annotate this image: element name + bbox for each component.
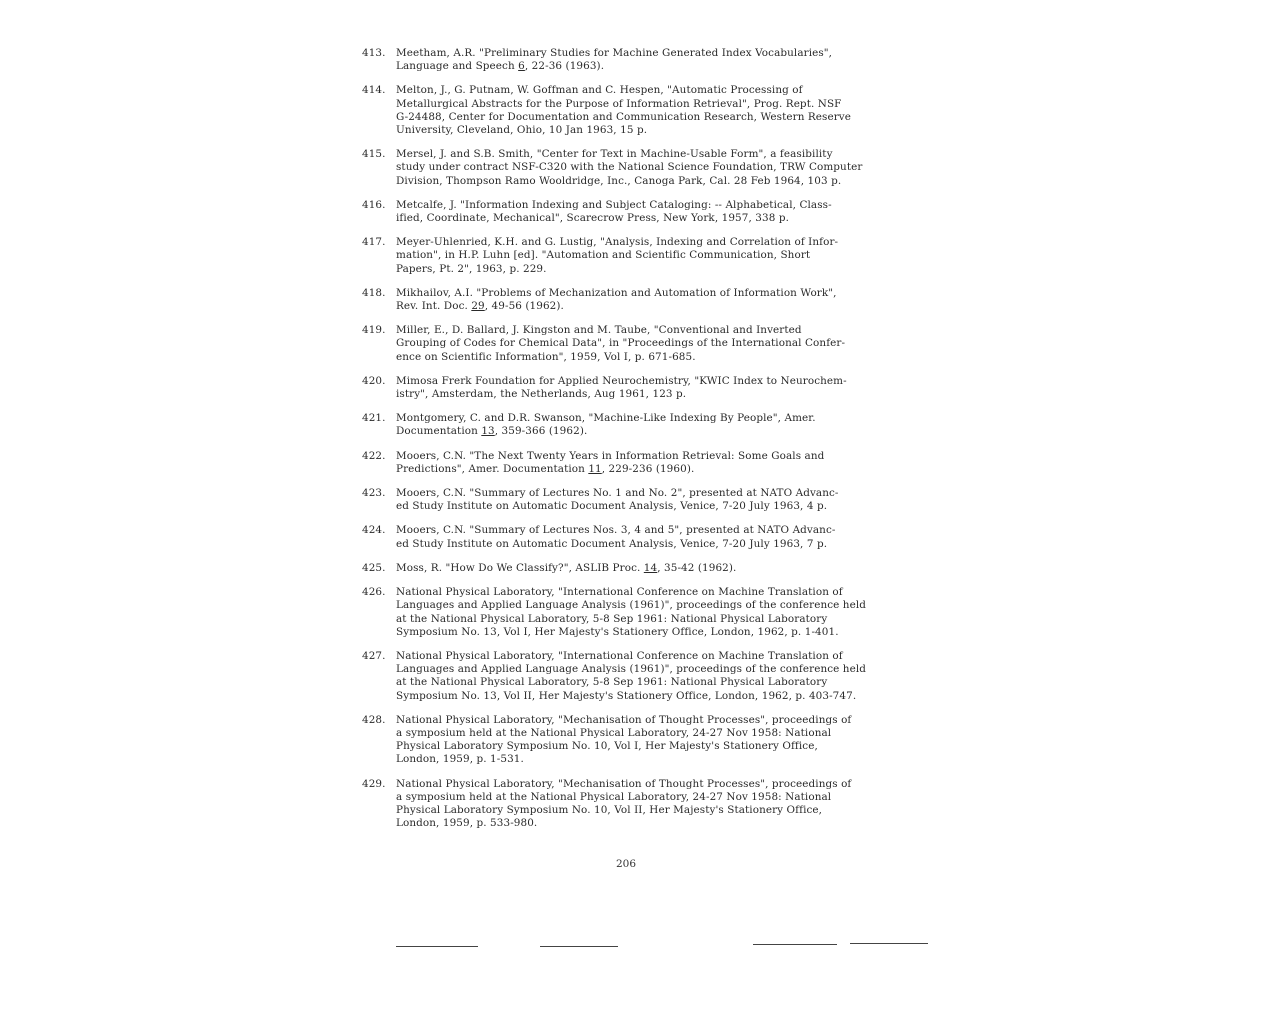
volume-number: 6 bbox=[518, 60, 525, 73]
reference-text-line: Mooers, C.N. "Summary of Lectures Nos. 3, 4 and 5", presented at NATO Advanc- bbox=[396, 524, 836, 537]
reference-entry bbox=[358, 586, 888, 639]
reference-text-line: Meyer-Uhlenried, K.H. and G. Lustig, "Analysis, Indexing and Correlation of Infor- bbox=[396, 236, 839, 249]
reference-number: 417. bbox=[362, 236, 386, 249]
reference-text-line: Mimosa Frerk Foundation for Applied Neurochemistry, "KWIC Index to Neurochem- bbox=[396, 374, 847, 387]
reference-text-line: Languages and Applied Language Analysis (1961)", proceedings of the conference held bbox=[396, 599, 867, 612]
reference-text-line: mation", in H.P. Luhn [ed]. "Automation and Scientific Communication, Short bbox=[396, 249, 811, 262]
reference-text-line: Metcalfe, J. "Information Indexing and Subject Cataloging: -- Alphabetical, Class- bbox=[396, 198, 832, 211]
reference-text-line: Documentation 13, 359-366 (1962). bbox=[396, 425, 588, 438]
reference-text-line: ed Study Institute on Automatic Document Analysis, Venice, 7-20 July 1963, 4 p. bbox=[396, 500, 828, 513]
reference-text-line: National Physical Laboratory, "International Conference on Machine Translation of bbox=[396, 649, 843, 662]
reference-number: 422. bbox=[362, 449, 386, 462]
volume-number: 29 bbox=[471, 300, 485, 313]
reference-text-line: istry", Amsterdam, the Netherlands, Aug 1961, 123 p. bbox=[396, 388, 687, 401]
reference-text-line: Languages and Applied Language Analysis (1961)", proceedings of the conference held bbox=[396, 663, 867, 676]
reference-text-line: Symposium No. 13, Vol II, Her Majesty's Stationery Office, London, 1962, p. 403-747. bbox=[396, 689, 857, 702]
reference-number: 427. bbox=[362, 649, 386, 662]
reference-text-line: Symposium No. 13, Vol I, Her Majesty's Stationery Office, London, 1962, p. 1-401. bbox=[396, 625, 839, 638]
reference-entry bbox=[358, 412, 888, 438]
reference-text-line: a symposium held at the National Physical Laboratory, 24-27 Nov 1958: National bbox=[396, 790, 832, 803]
reference-number: 428. bbox=[362, 713, 386, 726]
footer-rule bbox=[850, 943, 928, 944]
reference-text-line: ence on Scientific Information", 1959, Vol I, p. 671-685. bbox=[396, 350, 696, 363]
reference-entry bbox=[358, 287, 888, 313]
reference-entry bbox=[358, 324, 888, 364]
reference-text-line: National Physical Laboratory, "Mechanisation of Thought Processes", proceedings of bbox=[396, 713, 852, 726]
reference-text-line: Melton, J., G. Putnam, W. Goffman and C. Hespen, "Automatic Processing of bbox=[396, 84, 803, 97]
reference-entry bbox=[358, 148, 888, 188]
reference-text-line: Montgomery, C. and D.R. Swanson, "Machine-Like Indexing By People", Amer. bbox=[396, 412, 816, 425]
volume-number: 11 bbox=[588, 462, 602, 475]
reference-text-line: a symposium held at the National Physical Laboratory, 24-27 Nov 1958: National bbox=[396, 726, 832, 739]
reference-text-line: Mikhailov, A.I. "Problems of Mechanization and Automation of Information Work", bbox=[396, 286, 837, 299]
reference-entry bbox=[358, 562, 888, 575]
reference-text-line: Mooers, C.N. "The Next Twenty Years in Information Retrieval: Some Goals and bbox=[396, 449, 825, 462]
reference-number: 415. bbox=[362, 148, 386, 161]
reference-entry bbox=[358, 47, 888, 73]
reference-entry bbox=[358, 778, 888, 831]
reference-number: 425. bbox=[362, 561, 386, 574]
reference-text-line: London, 1959, p. 1-531. bbox=[396, 753, 524, 766]
reference-text-line: G-24488, Center for Documentation and Communication Research, Western Reserve bbox=[396, 110, 852, 123]
reference-number: 423. bbox=[362, 487, 386, 500]
reference-number: 421. bbox=[362, 412, 386, 425]
reference-number: 414. bbox=[362, 84, 386, 97]
reference-number: 416. bbox=[362, 198, 386, 211]
reference-text-line: Miller, E., D. Ballard, J. Kingston and M. Taube, "Conventional and Inverted bbox=[396, 324, 802, 337]
reference-entry bbox=[358, 375, 888, 401]
reference-text-line: National Physical Laboratory, "Mechanisation of Thought Processes", proceedings of bbox=[396, 777, 852, 790]
footer-rule bbox=[540, 946, 618, 947]
reference-text-line: ed Study Institute on Automatic Document Analysis, Venice, 7-20 July 1963, 7 p. bbox=[396, 537, 828, 550]
reference-text-line: study under contract NSF-C320 with the National Science Foundation, TRW Computer bbox=[396, 161, 863, 174]
volume-number: 14 bbox=[643, 561, 658, 574]
reference-text-line: ified, Coordinate, Mechanical", Scarecrow Press, New York, 1957, 338 p. bbox=[396, 212, 789, 225]
reference-entry bbox=[358, 450, 888, 476]
reference-text-line: Language and Speech 6, 22-36 (1963). bbox=[396, 60, 605, 73]
reference-number: 429. bbox=[362, 777, 386, 790]
volume-number: 13 bbox=[481, 425, 495, 438]
reference-entry bbox=[358, 714, 888, 767]
reference-number: 424. bbox=[362, 524, 386, 537]
reference-text-line: Mersel, J. and S.B. Smith, "Center for Text in Machine-Usable Form", a feasibility bbox=[396, 148, 833, 161]
reference-text-line: Predictions", Amer. Documentation 11, 229-236 (1960). bbox=[396, 462, 695, 475]
reference-text-line: National Physical Laboratory, "International Conference on Machine Translation of bbox=[396, 586, 843, 599]
reference-number: 413. bbox=[362, 47, 386, 59]
reference-text-line: at the National Physical Laboratory, 5-8 Sep 1961: National Physical Laboratory bbox=[396, 612, 828, 625]
footer-rule bbox=[753, 944, 837, 945]
reference-entry bbox=[358, 199, 888, 225]
reference-number: 420. bbox=[362, 374, 386, 387]
footer-rule bbox=[396, 946, 478, 947]
reference-entry bbox=[358, 650, 888, 703]
reference-number: 419. bbox=[362, 324, 386, 337]
reference-text-line: Papers, Pt. 2", 1963, p. 229. bbox=[396, 262, 547, 275]
reference-text-line: London, 1959, p. 533-980. bbox=[396, 817, 538, 830]
reference-text-line: Rev. Int. Doc. 29, 49-56 (1962). bbox=[396, 300, 564, 313]
reference-text-line: at the National Physical Laboratory, 5-8 Sep 1961: National Physical Laboratory bbox=[396, 676, 828, 689]
page-number: 206 bbox=[615, 858, 637, 870]
reference-text-line: Meetham, A.R. "Preliminary Studies for Machine Generated Index Vocabularies", bbox=[396, 47, 833, 59]
reference-text-line: Mooers, C.N. "Summary of Lectures No. 1 and No. 2", presented at NATO Advanc- bbox=[396, 487, 839, 500]
reference-entry bbox=[358, 84, 888, 137]
reference-text-line: Division, Thompson Ramo Wooldridge, Inc., Canoga Park, Cal. 28 Feb 1964, 103 p. bbox=[396, 174, 842, 187]
reference-list bbox=[358, 47, 888, 841]
reference-text-line: Physical Laboratory Symposium No. 10, Vol II, Her Majesty's Stationery Office, bbox=[396, 803, 823, 816]
reference-number: 418. bbox=[362, 286, 386, 299]
reference-text-line: Metallurgical Abstracts for the Purpose of Information Retrieval", Prog. Rept. NSF bbox=[396, 97, 842, 110]
reference-number: 426. bbox=[362, 586, 386, 599]
reference-text-line: University, Cleveland, Ohio, 10 Jan 1963, 15 p. bbox=[396, 124, 648, 137]
reference-entry bbox=[358, 524, 888, 550]
reference-text-line: Grouping of Codes for Chemical Data", in "Proceedings of the International Confer- bbox=[396, 337, 846, 350]
reference-text-line: Moss, R. "How Do We Classify?", ASLIB Proc. 14, 35-42 (1962). bbox=[396, 561, 737, 574]
reference-text-line: Physical Laboratory Symposium No. 10, Vol I, Her Majesty's Stationery Office, bbox=[396, 740, 818, 753]
reference-entry bbox=[358, 487, 888, 513]
reference-entry bbox=[358, 236, 888, 276]
